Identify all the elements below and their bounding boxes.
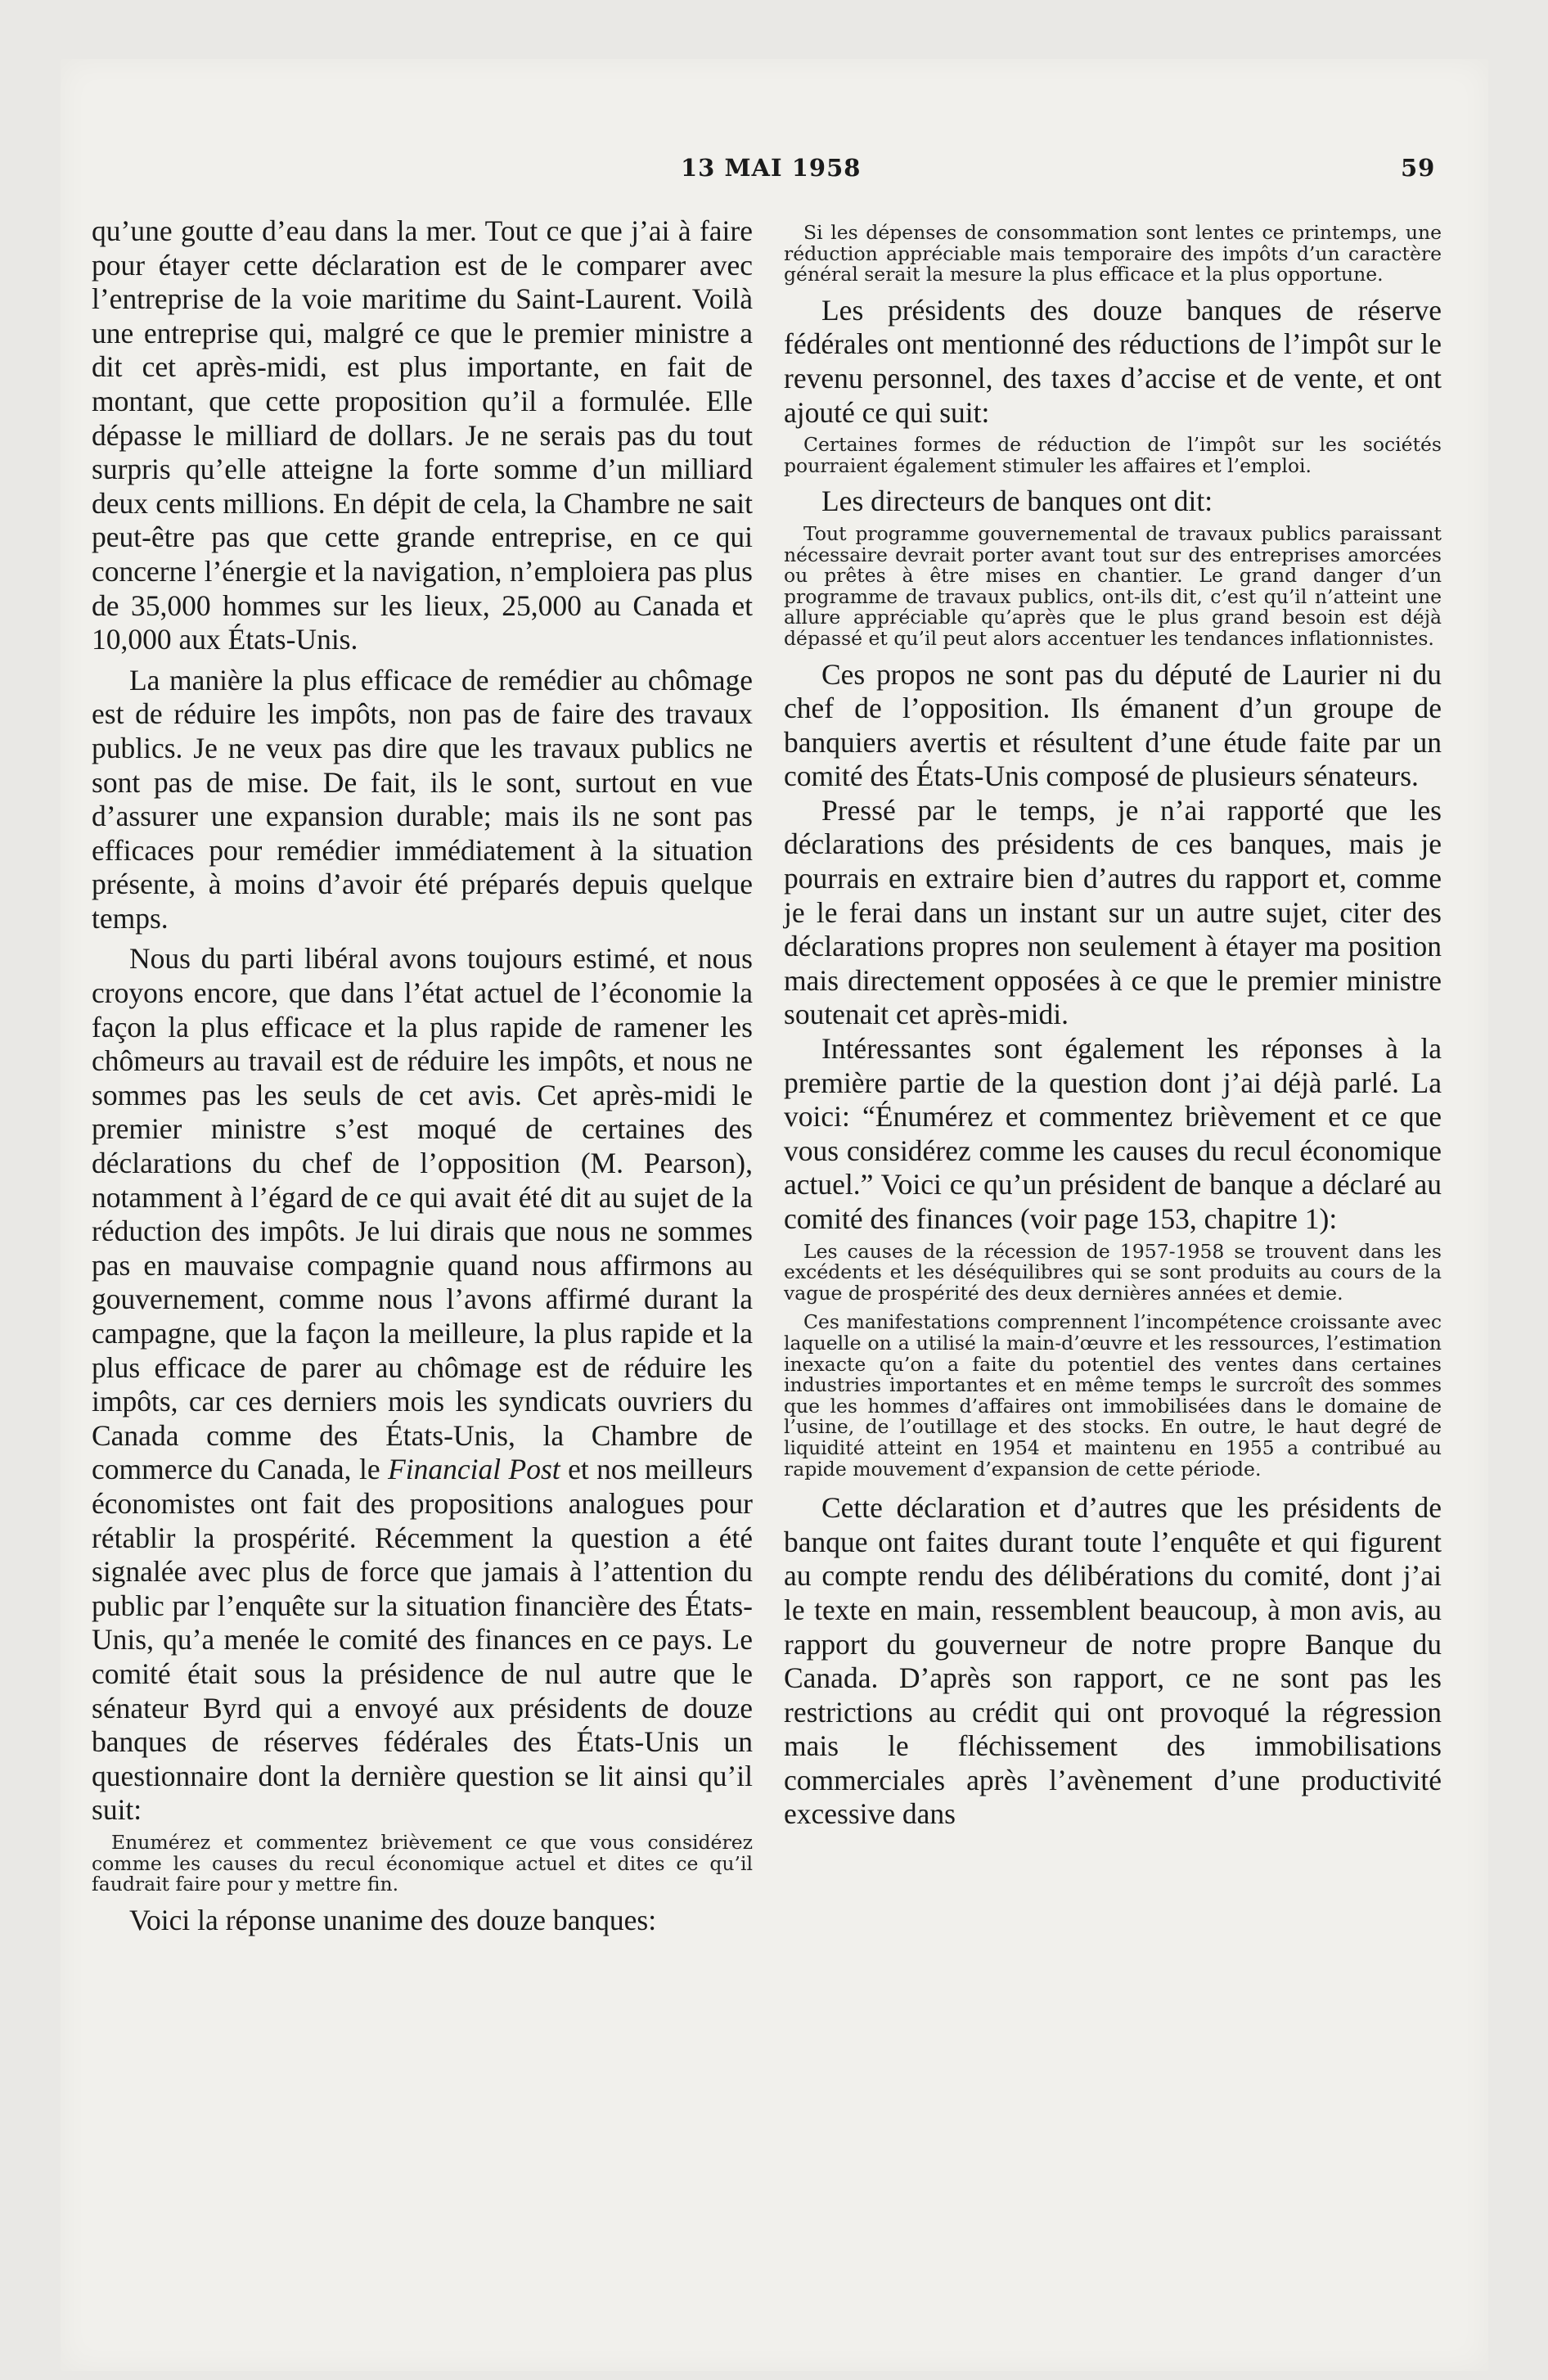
paragraph-text: Nous du parti libéral avons toujours estimé, et nous croyons encore, que dans l’état actuel de l’économie la façon la plus efficace et la plus rapide de ramener les chômeurs au travail est de réduire les impôts, et nous ne sommes pas les seuls de cet avis. Cet après-midi le premier ministre s’est moqué de certaines des déclarations du chef de l’opposition (M. Pearson), notamment à l’égard de ce qui avait été dit au sujet de la réduction des impôts. Je lui dirais que nous ne sommes pas en mauvaise compagnie quand nous affirmons au gouvernement, comme nous l’avons affirmé durant la campagne, que la façon la meilleure, la plus rapide et la plus efficace de parer au chômage est de réduire les impôts, car ces derniers mois les syndicats ouvriers du Canada comme des États-Unis, la Chambre de commerce du Canada, le [92,942,753,1486]
paragraph: qu’une goutte d’eau dans la mer. Tout ce que j’ai à faire pour étayer cette déclaration est de le comparer avec l’entreprise de la voie maritime du Saint-Laurent. Voilà une entreprise qui, malgré ce que le premier ministre a dit cet après-midi, est plus importante, en fait de montant, que cette proposition qu’il a formulée. Elle dépasse le milliard de dollars. Je ne serais pas du tout surpris qu’elle atteigne la forte somme d’un milliard deux cents millions. En dépit de cela, la Chambre ne sait peut-être pas que cette grande entreprise, en ce qui concerne l’énergie et la navigation, n’emploiera pas plus de 35,000 hommes sur les lieux, 25,000 au Canada et 10,000 aux États-Unis. [92,214,753,656]
publication-title: Financial Post [388,1453,560,1486]
paragraph: Ces propos ne sont pas du député de Laurier ni du chef de l’opposition. Ils émanent d’un groupe de banquiers avertis et résultent d’une étude faite par un comité des États-Unis composé de plusieurs sénateurs. [784,657,1442,793]
paragraph: Les directeurs de banques ont dit: [821,485,1213,518]
paragraph: La manière la plus efficace de remédier au chômage est de réduire les impôts, non pas de faire des travaux publics. Je ne veux pas dire que les travaux publics ne sont pas de mise. De fait, ils le sont, surtout en vue d’assurer une expansion durable; mais ils ne sont pas efficaces pour remédier immédiatement à la situation présente, à moins d’avoir été préparés depuis quelque temps. [92,663,753,935]
block-quote: Enumérez et commentez brièvement ce que vous considérez comme les causes du recul économique actuel et dites ce qu’il faudrait faire pour y mettre fin. [92,1830,753,1896]
right-column [784,214,1442,1832]
header-date: 13 MAI 1958 [681,154,862,182]
block-quote: Les causes de la récession de 1957-1958 se trouvent dans les excédents et les déséquilibres qui se sont produits au cours de la vague de prospérité des deux dernières années et demie. [784,1239,1442,1305]
paragraph-text: et nos meilleurs économistes ont fait des propositions analogues pour rétablir la prospérité. Récemment la question a été signalée avec plus de force que jamais à l’attention du public par l’enquête sur la situation financière des États-Unis, qu’a menée le comité des finances en ce pays. Le comité était sous la présidence de nul autre que le sénateur Byrd qui a envoyé aux présidents de douze banques de réserves fédérales des États-Unis un questionnaire dont la dernière question se lit ainsi qu’il suit: [92,1453,754,1827]
paragraph: Les présidents des douze banques de réserve fédérales ont mentionné des réductions de l’impôt sur le revenu personnel, des taxes d’accise et de vente, et ont ajouté ce qui suit: [784,293,1442,429]
block-quote: Tout programme gouvernemental de travaux publics paraissant nécessaire devrait porter avant tout sur des entreprises amorcées ou prêtes à être mises en chantier. Le grand danger d’un programme de travaux publics, ont-ils dit, c’est qu’il n’atteint une allure appréciable qu’après que le plus grand besoin est déjà dépassé et qu’il peut alors accentuer les tendances inflationnistes. [784,521,1442,650]
paragraph: Pressé par le temps, je n’ai rapporté que les déclarations des présidents de ces banques, mais je pourrais en extraire bien d’autres du rapport et, comme je le ferai dans un instant sur un autre sujet, citer des déclarations propres non seulement à étayer ma position mais directement opposées à ce que le premier ministre soutenait cet après-midi. [784,793,1442,1031]
paragraph: Cette déclaration et d’autres que les présidents de banque ont faites durant toute l’enquête et qui figurent au compte rendu des délibérations du comité, dont j’ai le texte en main, ressemblent beaucoup, à mon avis, au rapport du gouverneur de notre propre Banque du Canada. D’après son rapport, ce ne sont pas les restrictions au crédit qui ont provoqué la régression mais le fléchissement des immobilisations commerciales après l’avènement d’une productivité excessive dans [784,1491,1442,1831]
paragraph: Intéressantes sont également les réponses à la première partie de la question dont j’ai déjà parlé. La voici: “Énumérez et commentez brièvement et ce que vous considérez comme les causes du recul économique actuel.” Voici ce qu’un président de banque a déclaré au comité des finances (voir page 153, chapitre 1): [784,1032,1442,1235]
block-quote: Certaines formes de réduction de l’impôt sur les sociétés pourraient également stimuler les affaires et l’emploi. [784,433,1442,477]
left-column [92,214,753,1937]
paragraph: Voici la réponse unanime des douze banques: [129,1903,657,1936]
block-quote: Ces manifestations comprennent l’incompétence croissante avec laquelle on a utilisé la main-d’œuvre et les ressources, l’estimation inexacte qu’on a faite du potentiel des ventes dans certaines industries importantes et en même temps le surcroît des sommes que les hommes d’affaires ont immobilisées dans le domaine de l’usine, de l’outillage et des stocks. En outre, le haut degré de liquidité atteint en 1954 et maintenu en 1955 a contribué au rapide mouvement d’expansion de cette période. [784,1310,1442,1481]
page-number: 59 [1401,154,1436,182]
block-quote: Si les dépenses de consommation sont lentes ce printemps, une réduction appréciable mais temporaire des impôts d’un caractère général serait la mesure la plus efficace et la plus opportune. [784,221,1442,286]
paragraph [92,942,753,1827]
